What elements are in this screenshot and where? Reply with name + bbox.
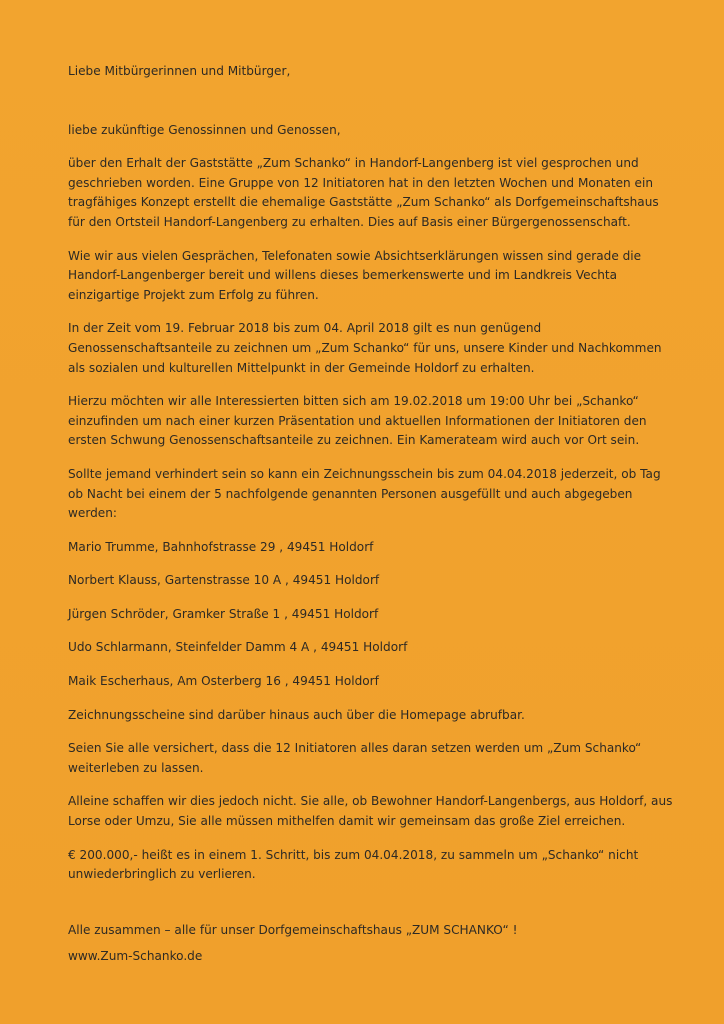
paragraph-goal: € 200.000,- heißt es in einem 1. Schritt, bis zum 04.04.2018, zu sammeln um „Schanko“ nicht unwiederbringlich zu verlieren. <box>68 847 639 882</box>
contact-item: Norbert Klauss, Gartenstrasse 10 A , 49451 Holdorf <box>68 573 380 588</box>
paragraph-event: Hierzu möchten wir alle Interessierten bitten sich am 19.02.2018 um 19:00 Uhr bei „Schanko“ einzufinden um nach einer kurzen Präsentation und aktuellen Informationen der Initiatoren den ersten Schwung Genossenschaftsanteile zu zeichnen. Ein Kamerateam wird auch vor Ort sein. <box>68 394 647 448</box>
contact-item: Jürgen Schröder, Gramker Straße 1 , 49451 Holdorf <box>68 606 379 621</box>
salutation: liebe zukünftige Genossinnen und Genossen, <box>68 122 341 137</box>
letter-body <box>68 62 676 940</box>
closing-line: Alle zusammen – alle für unser Dorfgemeinschaftshaus „ZUM SCHANKO“ ! <box>68 922 518 937</box>
paragraph-appeal: Alleine schaffen wir dies jedoch nicht. Sie alle, ob Bewohner Handorf-Langenbergs, aus Holdorf, aus Lorse oder Umzu, Sie alle müssen mithelfen damit wir gemeinsam das große Ziel erreichen. <box>68 794 673 829</box>
paragraph-assurance: Seien Sie alle versichert, dass die 12 Initiatoren alles daran setzen werden um „Zum Schanko“ weiterleben zu lassen. <box>68 741 642 775</box>
paragraph-homepage: Zeichnungsscheine sind darüber hinaus auch über die Homepage abrufbar. <box>68 707 525 722</box>
contact-item: Mario Trumme, Bahnhofstrasse 29 , 49451 Holdorf <box>68 539 374 554</box>
paragraph-period: In der Zeit vom 19. Februar 2018 bis zum 04. April 2018 gilt es nun genügend Genossenschaftsanteile zu zeichnen um „Zum Schanko“ für uns, unsere Kinder und Nachkommen als sozialen und kulturellen Mittelpunkt in der Gemeinde Holdorf zu erhalten. <box>68 321 662 375</box>
paragraph-alternative: Sollte jemand verhindert sein so kann ein Zeichnungsschein bis zum 04.04.2018 jederzeit, ob Tag ob Nacht bei einem der 5 nachfolgende genannten Personen ausgefüllt und auch abgegeben werden: <box>68 466 661 521</box>
paragraph-intro: über den Erhalt der Gaststätte „Zum Schanko“ in Handorf-Langenberg ist viel gesprochen und geschrieben worden. Eine Gruppe von 12 Initiatoren hat in den letzten Wochen und Monaten ein tragfähiges Konzept erstellt die ehemalige Gaststätte „Zum Schanko“ als Dorfgemeinschaftshaus für den Ortsteil Handorf-Langenberg zu erhalten. Dies auf Basis einer Bürgergenossenschaft. <box>68 156 659 229</box>
contact-item: Udo Schlarmann, Steinfelder Damm 4 A , 49451 Holdorf <box>68 640 408 655</box>
contact-item: Maik Escherhaus, Am Osterberg 16 , 49451 Holdorf <box>68 674 379 689</box>
website-link[interactable]: www.Zum-Schanko.de <box>68 949 203 963</box>
paragraph-support: Wie wir aus vielen Gesprächen, Telefonaten sowie Absichtserklärungen wissen sind gerade die Handorf-Langenberger bereit und willens dieses bemerkenswerte und im Landkreis Vechta einzigartige Projekt zum Erfolg zu führen. <box>68 248 642 302</box>
greeting: Liebe Mitbürgerinnen und Mitbürger, <box>68 64 291 78</box>
